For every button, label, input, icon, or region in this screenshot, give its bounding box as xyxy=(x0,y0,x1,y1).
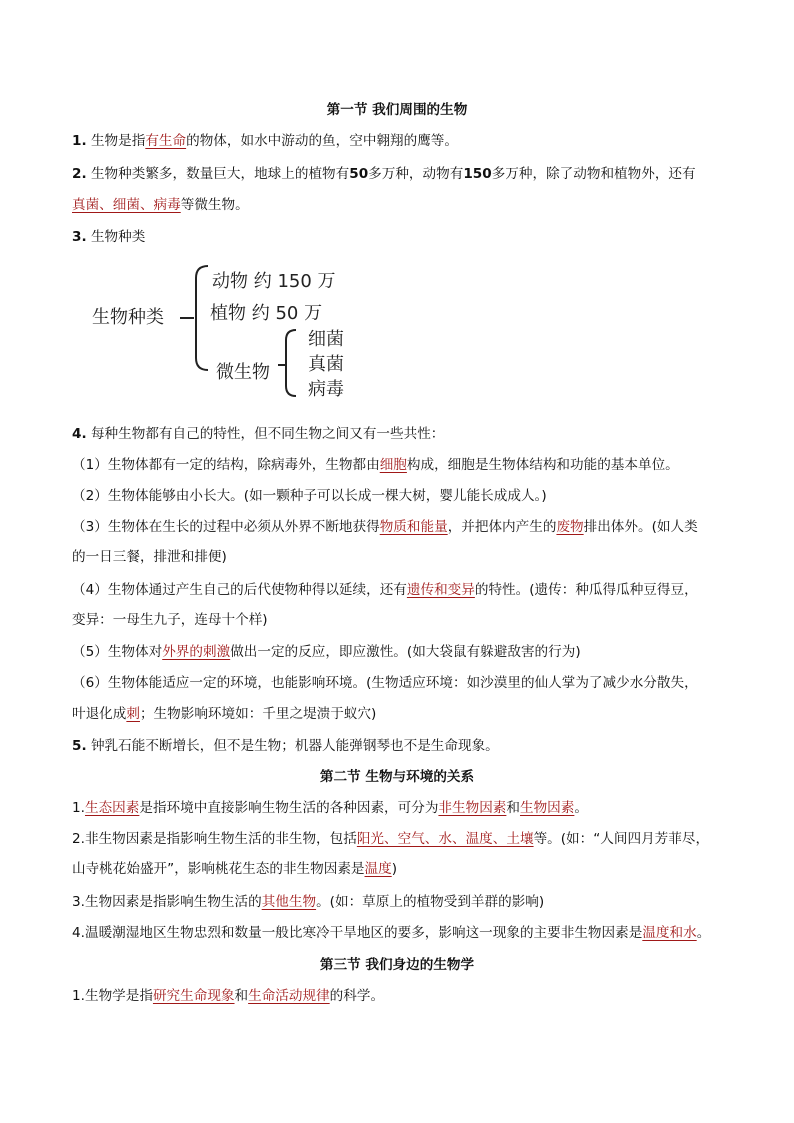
item-number: 4. xyxy=(72,426,87,442)
diagram-virus: 病毒 xyxy=(308,379,344,400)
answer-blank: 有生命 xyxy=(145,133,187,149)
answer-blank: 物质和能量 xyxy=(379,519,448,535)
s1-item-2: 2. 生物种类繁多，数量巨大，地球上的植物有50多万种，动物有150多万种，除了动物和植物外，还有 xyxy=(72,166,696,182)
s1-sub-3-cont: 的一日三餐，排泄和排便) xyxy=(72,549,227,565)
answer-blank: 生命活动规律 xyxy=(248,988,330,1004)
section-1-title: 第一节 我们周围的生物 xyxy=(326,102,468,118)
s1-item-1: 1. 生物是指有生命的物体，如水中游动的鱼，空中翱翔的鹰等。 xyxy=(72,133,458,149)
s1-sub-6-cont: 叶退化成刺；生物影响环境如：千里之堤溃于蚁穴) xyxy=(72,706,377,722)
answer-blank: 废物 xyxy=(556,519,584,535)
s1-sub-1: （1）生物体都有一定的结构，除病毒外，生物都由细胞构成，细胞是生物体结构和功能的基本单位。 xyxy=(72,457,679,473)
answer-blank: 外界的刺激 xyxy=(162,644,231,660)
s2-item-4: 4.温暖潮湿地区生物忠烈和数量一般比寒冷干旱地区的要多，影响这一现象的主要非生物因素是温度和水。 xyxy=(72,925,711,941)
answer-blank: 真菌、细菌、病毒 xyxy=(72,197,181,213)
answer-blank: 生物因素 xyxy=(519,800,575,816)
s1-sub-2: （2）生物体能够由小长大。(如一颗种子可以长成一棵大树，婴儿能长成成人。) xyxy=(72,488,547,504)
s1-item-4: 4. 每种生物都有自己的特性，但不同生物之间又有一些共性： xyxy=(72,426,445,442)
s1-sub-3: （3）生物体在生长的过程中必须从外界不断地获得物质和能量，并把体内产生的废物排出体外。(如人类 xyxy=(72,519,698,535)
item-number: 1. xyxy=(72,133,87,149)
answer-blank: 其他生物 xyxy=(261,894,317,910)
answer-blank: 温度和水 xyxy=(642,925,697,941)
diagram-bacteria: 细菌 xyxy=(308,329,344,350)
diagram-fungi: 真菌 xyxy=(308,354,344,375)
diagram-animal: 动物 约 150 万 xyxy=(212,271,336,292)
section-3-title: 第三节 我们身边的生物学 xyxy=(319,957,475,973)
s1-sub-6: （6）生物体能适应一定的环境，也能影响环境。(生物适应环境：如沙漠里的仙人掌为了减少水分散失， xyxy=(72,675,698,691)
s2-item-2-cont: 山寺桃花始盛开”，影响桃花生态的非生物因素是温度) xyxy=(72,861,398,877)
s1-sub-4-cont: 变异：一母生九子，连母十个样) xyxy=(72,612,268,628)
s1-sub-4: （4）生物体通过产生自己的后代使物种得以延续，还有遗传和变异的特性。(遗传：种瓜得瓜种豆得豆， xyxy=(72,582,698,598)
answer-blank: 非生物因素 xyxy=(438,800,507,816)
answer-blank: 遗传和变异 xyxy=(406,582,475,598)
s3-item-1: 1.生物学是指研究生命现象和生命活动规律的科学。 xyxy=(72,988,385,1004)
diagram-root-label: 生物种类 xyxy=(92,307,164,328)
diagram-plant: 植物 约 50 万 xyxy=(210,303,323,324)
item-number: 5. xyxy=(72,738,87,754)
item-number: 2. xyxy=(72,166,87,182)
s1-sub-5: （5）生物体对外界的刺激做出一定的反应，即应激性。(如大袋鼠有躲避敌害的行为) xyxy=(72,644,581,660)
s2-item-2: 2.非生物因素是指影响生物生活的非生物，包括阳光、空气、水、温度、土壤等。(如：“人间四月芳菲尽， xyxy=(72,831,710,847)
answer-blank: 阳光、空气、水、温度、土壤 xyxy=(356,831,534,847)
s1-item-2-cont: 真菌、细菌、病毒等微生物。 xyxy=(72,197,249,213)
answer-blank: 温度 xyxy=(364,861,392,877)
answer-blank: 研究生命现象 xyxy=(152,988,235,1004)
item-number: 3. xyxy=(72,229,87,245)
s2-item-1: 1.生态因素是指环境中直接影响生物生活的各种因素，可分为非生物因素和生物因素。 xyxy=(72,800,588,816)
s2-item-3: 3.生物因素是指影响生物生活的其他生物。(如：草原上的植物受到羊群的影响) xyxy=(72,894,545,910)
answer-blank: 刺 xyxy=(126,706,140,722)
answer-blank: 细胞 xyxy=(379,457,407,473)
s1-item-5: 5. 钟乳石能不断增长，但不是生物；机器人能弹钢琴也不是生命现象。 xyxy=(72,738,499,754)
section-2-title: 第二节 生物与环境的关系 xyxy=(319,769,475,785)
s1-item-3: 3. 生物种类 xyxy=(72,229,146,245)
answer-blank: 生态因素 xyxy=(84,800,140,816)
diagram-microbe: 微生物 xyxy=(216,362,270,383)
